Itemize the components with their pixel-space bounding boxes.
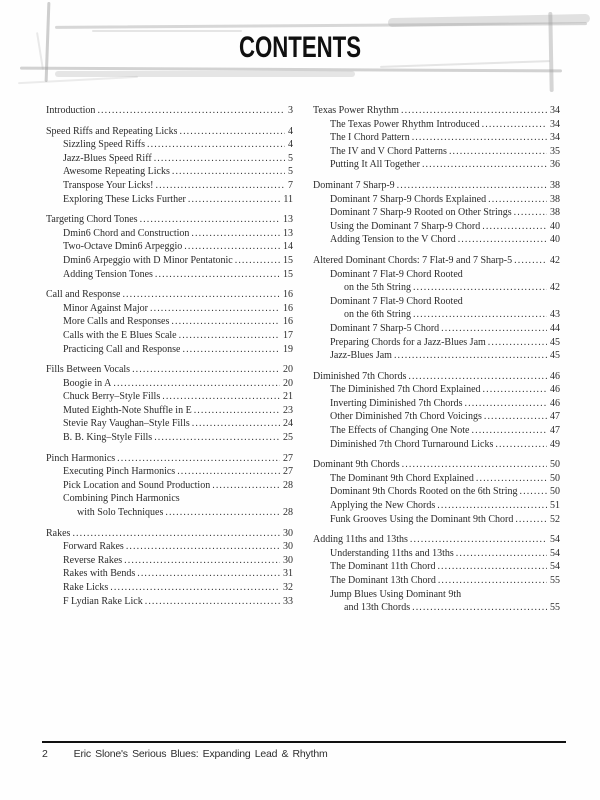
toc-leader-dots xyxy=(192,417,280,431)
toc-entry-page: 49 xyxy=(550,438,560,450)
toc-entry-page: 35 xyxy=(550,145,560,157)
toc-entry-title: Call and Response xyxy=(46,289,121,301)
toc-entry-page: 27 xyxy=(283,452,293,464)
toc-leader-dots xyxy=(113,377,280,391)
toc-entry-page: 51 xyxy=(550,500,560,512)
toc-entry-title: and 13th Chords xyxy=(344,602,411,614)
toc-entry-title: Dmin6 Chord and Construction xyxy=(63,227,190,239)
toc-entry xyxy=(46,595,293,609)
toc-entry-page: 5 xyxy=(288,166,293,178)
toc-entry-page: 4 xyxy=(288,139,293,151)
toc-entry xyxy=(313,588,560,602)
toc-entry-page: 32 xyxy=(283,582,293,593)
toc-leader-dots xyxy=(397,179,547,193)
toc-leader-dots xyxy=(514,206,547,220)
toc-entry xyxy=(46,492,293,506)
toc-section xyxy=(46,527,293,609)
toc-entry-title: The Dominant 13th Chord xyxy=(330,575,436,586)
toc-entry xyxy=(313,336,560,350)
toc-entry-title: Sizzling Speed Riffs xyxy=(63,139,146,151)
toc-leader-dots xyxy=(179,125,285,139)
footer-line xyxy=(42,748,566,760)
toc-leader-dots xyxy=(132,363,280,377)
toc-entry xyxy=(313,179,560,193)
toc-section xyxy=(46,452,293,520)
toc-entry xyxy=(46,152,293,166)
toc-leader-dots xyxy=(147,138,285,152)
toc-leader-dots xyxy=(412,131,547,145)
toc-entry-title: Dominant 7 Sharp-5 Chord xyxy=(330,322,440,334)
toc-leader-dots xyxy=(482,220,547,234)
toc-entry-title: Diminished 7th Chords xyxy=(313,370,407,382)
toc-entry-title: Stevie Ray Vaughan–Style Fills xyxy=(63,418,190,430)
toc-entry-page: 23 xyxy=(283,404,293,416)
toc-entry-page: 34 xyxy=(550,132,560,144)
toc-entry xyxy=(46,479,293,493)
toc-leader-dots xyxy=(413,281,547,295)
toc-section xyxy=(46,213,293,281)
toc-entry-page: 38 xyxy=(550,207,560,219)
toc-entry xyxy=(46,138,293,152)
toc-entry-title: Boogie in A xyxy=(63,377,112,389)
toc-leader-dots xyxy=(110,581,280,595)
toc-entry-page: 36 xyxy=(550,159,560,171)
toc-entry-title: The Effects of Changing One Note xyxy=(330,425,470,437)
grunge-mark xyxy=(55,71,355,77)
toc-entry-page: 11 xyxy=(283,193,293,205)
toc-entry-page: 55 xyxy=(550,575,560,586)
toc-entry-title: Reverse Rakes xyxy=(63,554,123,566)
toc-leader-dots xyxy=(437,560,547,574)
toc-entry xyxy=(313,145,560,159)
toc-entry-page: 21 xyxy=(283,391,293,403)
toc-entry-title: Calls with the E Blues Scale xyxy=(63,329,177,341)
toc-leader-dots xyxy=(122,288,280,302)
toc-entry xyxy=(313,383,560,397)
toc-leader-dots xyxy=(438,574,547,588)
toc-entry xyxy=(46,268,293,282)
toc-entry xyxy=(313,281,560,295)
toc-entry-page: 30 xyxy=(283,541,293,553)
toc-leader-dots xyxy=(472,424,548,438)
toc-leader-dots xyxy=(72,527,280,541)
toc-entry xyxy=(313,349,560,363)
toc-entry-page: 44 xyxy=(550,322,560,334)
toc-leader-dots xyxy=(177,465,280,479)
toc-entry-title: Dominant 7 Sharp-9 Rooted on Other Strings xyxy=(330,207,512,219)
toc-entry-page: 40 xyxy=(550,220,560,232)
toc-leader-dots xyxy=(188,193,281,207)
toc-leader-dots xyxy=(476,472,547,486)
toc-section xyxy=(313,179,560,247)
toc-leader-dots xyxy=(484,410,547,424)
toc-entry-page: 34 xyxy=(550,118,560,130)
toc-entry xyxy=(46,329,293,343)
toc-leader-dots xyxy=(194,404,280,418)
toc-section xyxy=(313,533,560,615)
toc-leader-dots xyxy=(488,336,547,350)
toc-entry-page: 13 xyxy=(283,227,293,239)
page-header xyxy=(0,0,600,92)
toc-entry-page: 13 xyxy=(283,214,293,226)
toc-leader-dots xyxy=(482,118,547,132)
toc-entry-title: The I Chord Pattern xyxy=(330,132,410,144)
toc-entry xyxy=(46,431,293,445)
toc-entry-page: 28 xyxy=(283,479,293,491)
toc-leader-dots xyxy=(155,268,280,282)
toc-entry-title: Rake Licks xyxy=(63,582,109,593)
toc-entry xyxy=(46,302,293,316)
toc-entry xyxy=(46,104,293,118)
toc-entry-title: Awesome Repeating Licks xyxy=(63,166,170,178)
toc-entry xyxy=(313,193,560,207)
toc-entry-title: The Dominant 11th Chord xyxy=(330,561,436,573)
toc-entry-title: Understanding 11ths and 13ths xyxy=(330,547,454,559)
toc-entry xyxy=(46,227,293,241)
toc-entry xyxy=(46,567,293,581)
grunge-mark xyxy=(18,76,138,84)
toc-entry-title: Speed Riffs and Repeating Licks xyxy=(46,125,178,137)
toc-entry-page: 30 xyxy=(283,527,293,539)
toc-section xyxy=(46,363,293,445)
toc-entry-page: 33 xyxy=(283,595,293,607)
toc-leader-dots xyxy=(137,567,280,581)
toc-entry xyxy=(313,499,560,513)
toc-leader-dots xyxy=(182,343,280,357)
toc-leader-dots xyxy=(235,254,280,268)
toc-entry-title: Altered Dominant Chords: 7 Flat-9 and 7 Sharp-5 xyxy=(313,254,513,266)
toc-entry xyxy=(313,254,560,268)
toc-entry-title: Muted Eighth-Note Shuffle in E xyxy=(63,404,192,416)
toc-leader-dots xyxy=(413,308,547,322)
toc-entry xyxy=(46,315,293,329)
toc-entry-title: on the 6th String xyxy=(344,309,411,321)
toc-entry-title: Dominant 7 Sharp-9 xyxy=(313,179,395,191)
toc-entry-page: 54 xyxy=(550,547,560,559)
toc-entry xyxy=(313,547,560,561)
toc-leader-dots xyxy=(465,397,548,411)
toc-leader-dots xyxy=(412,601,547,615)
toc-entry-page: 46 xyxy=(550,370,560,382)
toc-leader-dots xyxy=(394,349,547,363)
toc-entry xyxy=(46,165,293,179)
toc-entry-page: 17 xyxy=(283,329,293,341)
toc-entry-title: Adding 11ths and 13ths xyxy=(313,534,408,546)
toc-entry-page: 14 xyxy=(283,241,293,253)
toc-entry xyxy=(313,560,560,574)
toc-entry-page: 43 xyxy=(550,309,560,321)
toc-entry xyxy=(46,179,293,193)
toc-entry xyxy=(313,206,560,220)
toc-entry-page: 34 xyxy=(550,105,560,116)
toc-entry-title: Diminished 7th Chord Turnaround Licks xyxy=(330,438,494,450)
toc-entry-title: More Calls and Responses xyxy=(63,316,170,328)
toc-entry xyxy=(313,533,560,547)
toc-leader-dots xyxy=(410,533,547,547)
toc-entry-page: 31 xyxy=(283,568,293,580)
toc-entry-title: Jazz-Blues Jam xyxy=(330,350,392,362)
toc-entry-page: 25 xyxy=(283,432,293,444)
toc-entry-title: Dominant 7 Flat-9 Chord Rooted xyxy=(330,268,463,280)
toc xyxy=(0,104,600,615)
toc-entry xyxy=(46,554,293,568)
toc-entry-title: Targeting Chord Tones xyxy=(46,214,138,226)
toc-leader-dots xyxy=(483,383,547,397)
toc-leader-dots xyxy=(408,370,547,384)
footer-rule xyxy=(42,741,566,743)
toc-entry xyxy=(46,581,293,595)
toc-entry xyxy=(313,308,560,322)
toc-entry-title: Adding Tension to the V Chord xyxy=(330,234,456,246)
toc-entry xyxy=(46,288,293,302)
toc-column-left xyxy=(46,104,293,615)
toc-entry-page: 20 xyxy=(283,377,293,389)
toc-entry xyxy=(313,322,560,336)
toc-section xyxy=(313,458,560,526)
toc-entry-title: Dmin6 Arpeggio with D Minor Pentatonic xyxy=(63,254,233,266)
toc-entry xyxy=(313,472,560,486)
page-number: 2 xyxy=(42,748,48,760)
toc-entry xyxy=(313,574,560,588)
toc-entry-page: 47 xyxy=(550,425,560,437)
toc-entry-page: 46 xyxy=(550,384,560,396)
toc-leader-dots xyxy=(172,165,285,179)
book-title: Eric Slone's Serious Blues: Expanding Lead & Rhythm xyxy=(73,748,328,760)
toc-entry-title: Adding Tension Tones xyxy=(63,268,153,280)
toc-leader-dots xyxy=(456,547,547,561)
toc-section xyxy=(313,104,560,172)
toc-leader-dots xyxy=(140,213,280,227)
toc-entry xyxy=(313,131,560,145)
toc-entry xyxy=(46,465,293,479)
toc-entry-page: 24 xyxy=(283,418,293,430)
page-title: CONTENTS xyxy=(238,31,362,64)
toc-section xyxy=(46,125,293,207)
toc-entry xyxy=(313,458,560,472)
toc-entry xyxy=(313,410,560,424)
toc-entry-title: The Diminished 7th Chord Explained xyxy=(330,384,481,396)
toc-entry-page: 50 xyxy=(550,459,560,471)
toc-entry-title: Forward Rakes xyxy=(63,541,124,553)
toc-section xyxy=(46,104,293,118)
toc-entry-title: B. B. King–Style Fills xyxy=(63,432,153,444)
toc-leader-dots xyxy=(401,104,547,118)
toc-entry-title: Fills Between Vocals xyxy=(46,364,131,376)
toc-entry-title: Exploring These Licks Further xyxy=(63,193,186,205)
toc-entry xyxy=(46,254,293,268)
toc-entry-title: Executing Pinch Harmonics xyxy=(63,466,176,478)
toc-section xyxy=(46,288,293,356)
toc-entry-page: 50 xyxy=(550,472,560,484)
toc-entry xyxy=(46,527,293,541)
toc-leader-dots xyxy=(162,390,280,404)
toc-entry xyxy=(46,390,293,404)
toc-entry xyxy=(313,104,560,118)
toc-leader-dots xyxy=(126,540,280,554)
toc-leader-dots xyxy=(422,158,547,172)
toc-entry-title: Using the Dominant 7 Sharp-9 Chord xyxy=(330,220,481,232)
toc-entry-page: 16 xyxy=(283,302,293,314)
toc-entry-title: Funk Grooves Using the Dominant 9th Chord xyxy=(330,513,514,525)
toc-leader-dots xyxy=(402,458,547,472)
toc-entry-page: 40 xyxy=(550,234,560,246)
toc-leader-dots xyxy=(184,240,280,254)
toc-entry-page: 50 xyxy=(550,486,560,498)
toc-leader-dots xyxy=(449,145,547,159)
toc-entry-page: 19 xyxy=(283,343,293,355)
toc-entry xyxy=(46,213,293,227)
toc-leader-dots xyxy=(458,233,547,247)
toc-entry-title: with Solo Techniques xyxy=(77,507,164,519)
toc-leader-dots xyxy=(441,322,547,336)
toc-entry-title: Rakes with Bends xyxy=(63,568,136,580)
toc-leader-dots xyxy=(437,499,547,513)
toc-entry xyxy=(46,404,293,418)
toc-entry-page: 45 xyxy=(550,350,560,362)
toc-entry xyxy=(46,343,293,357)
grunge-mark xyxy=(92,30,242,32)
toc-entry xyxy=(313,233,560,247)
toc-entry-title: Applying the New Chords xyxy=(330,500,436,512)
toc-entry-title: Putting It All Together xyxy=(330,159,420,171)
toc-entry xyxy=(313,513,560,527)
toc-leader-dots xyxy=(165,506,280,520)
toc-entry-title: on the 5th String xyxy=(344,282,411,294)
toc-entry-page: 54 xyxy=(550,534,560,546)
toc-entry xyxy=(313,601,560,615)
toc-entry xyxy=(313,438,560,452)
toc-leader-dots xyxy=(117,452,280,466)
toc-entry-page: 4 xyxy=(288,125,293,137)
toc-entry-title: Preparing Chords for a Jazz-Blues Jam xyxy=(330,336,486,348)
toc-entry xyxy=(313,220,560,234)
toc-entry-page: 16 xyxy=(283,289,293,301)
toc-entry-title: Pick Location and Sound Production xyxy=(63,479,211,491)
toc-leader-dots xyxy=(179,329,280,343)
toc-entry xyxy=(313,118,560,132)
toc-leader-dots xyxy=(124,554,280,568)
toc-entry-page: 42 xyxy=(550,282,560,294)
toc-entry-title: Transpose Your Licks! xyxy=(63,179,154,191)
toc-entry-page: 54 xyxy=(550,561,560,573)
toc-entry xyxy=(313,158,560,172)
toc-entry-title: Texas Power Rhythm xyxy=(313,105,399,116)
toc-entry-page: 47 xyxy=(550,411,560,423)
toc-entry-page: 16 xyxy=(283,316,293,328)
toc-leader-dots xyxy=(488,193,547,207)
toc-entry-title: The IV and V Chord Patterns xyxy=(330,145,447,157)
toc-entry xyxy=(313,485,560,499)
toc-entry-title: The Dominant 9th Chord Explained xyxy=(330,472,474,484)
page-footer xyxy=(42,741,566,760)
toc-entry-page: 46 xyxy=(550,397,560,409)
toc-leader-dots xyxy=(97,104,285,118)
toc-entry-page: 42 xyxy=(550,254,560,266)
toc-leader-dots xyxy=(145,595,280,609)
grunge-mark xyxy=(36,32,44,70)
toc-entry-title: Dominant 7 Sharp-9 Chords Explained xyxy=(330,193,487,205)
toc-section xyxy=(313,370,560,452)
toc-entry xyxy=(46,240,293,254)
toc-leader-dots xyxy=(212,479,280,493)
toc-entry-title: Combining Pinch Harmonics xyxy=(63,493,180,505)
toc-entry xyxy=(313,424,560,438)
toc-entry-page: 5 xyxy=(288,152,293,164)
toc-entry-title: Introduction xyxy=(46,105,96,116)
toc-entry-title: The Texas Power Rhythm Introduced xyxy=(330,118,480,130)
toc-entry-page: 27 xyxy=(283,466,293,478)
toc-entry-title: Practicing Call and Response xyxy=(63,343,181,355)
toc-entry xyxy=(313,397,560,411)
toc-leader-dots xyxy=(154,152,285,166)
toc-entry-page: 55 xyxy=(550,602,560,614)
toc-entry xyxy=(46,506,293,520)
toc-entry-page: 38 xyxy=(550,193,560,205)
toc-entry xyxy=(46,417,293,431)
toc-entry xyxy=(46,452,293,466)
toc-entry-page: 52 xyxy=(550,513,560,525)
toc-leader-dots xyxy=(150,302,280,316)
toc-leader-dots xyxy=(515,513,547,527)
toc-section xyxy=(313,254,560,363)
toc-leader-dots xyxy=(495,438,547,452)
toc-leader-dots xyxy=(155,179,285,193)
toc-entry-title: Jump Blues Using Dominant 9th xyxy=(330,588,462,600)
toc-entry xyxy=(46,377,293,391)
toc-column-right xyxy=(313,104,560,615)
toc-entry-title: Other Diminished 7th Chord Voicings xyxy=(330,411,482,423)
toc-entry xyxy=(313,295,560,309)
toc-entry-page: 38 xyxy=(550,179,560,191)
toc-entry-title: Inverting Diminished 7th Chords xyxy=(330,397,463,409)
toc-entry xyxy=(46,540,293,554)
toc-leader-dots xyxy=(154,431,280,445)
toc-entry-title: Two-Octave Dmin6 Arpeggio xyxy=(63,241,183,253)
toc-entry xyxy=(46,363,293,377)
toc-leader-dots xyxy=(520,485,548,499)
toc-entry-title: Dominant 7 Flat-9 Chord Rooted xyxy=(330,295,463,307)
toc-entry-title: Rakes xyxy=(46,527,71,539)
toc-leader-dots xyxy=(191,227,280,241)
toc-entry xyxy=(313,268,560,282)
toc-entry-title: Dominant 9th Chords Rooted on the 6th String xyxy=(330,486,518,498)
toc-entry-title: F Lydian Rake Lick xyxy=(63,595,143,607)
grunge-mark xyxy=(45,2,51,82)
toc-entry-page: 30 xyxy=(283,554,293,566)
toc-entry-title: Jazz-Blues Speed Riff xyxy=(63,152,152,164)
toc-entry-page: 45 xyxy=(550,336,560,348)
toc-entry-page: 15 xyxy=(283,268,293,280)
toc-entry-page: 15 xyxy=(283,254,293,266)
toc-entry-title: Pinch Harmonics xyxy=(46,452,116,464)
toc-entry-page: 7 xyxy=(288,179,293,191)
toc-entry-page: 28 xyxy=(283,507,293,519)
toc-entry-page: 3 xyxy=(288,105,293,116)
toc-entry-title: Chuck Berry–Style Fills xyxy=(63,391,161,403)
toc-entry-page: 20 xyxy=(283,364,293,376)
toc-entry xyxy=(46,193,293,207)
toc-entry xyxy=(313,370,560,384)
toc-leader-dots xyxy=(171,315,280,329)
toc-leader-dots xyxy=(514,254,547,268)
toc-entry xyxy=(46,125,293,139)
toc-entry-title: Minor Against Major xyxy=(63,302,148,314)
toc-entry-title: Dominant 9th Chords xyxy=(313,459,400,471)
